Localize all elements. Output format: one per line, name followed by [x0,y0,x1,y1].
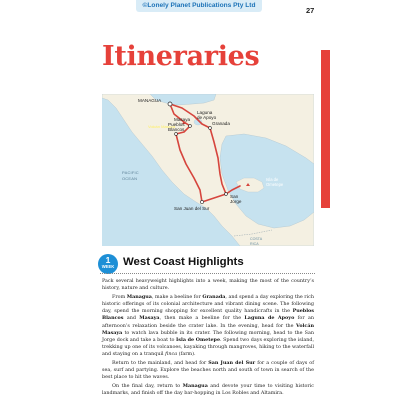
label-ocean: OCEAN [122,176,138,181]
text-run: On the final day, return to [112,382,183,389]
label-volcan-masaya: Volcán Masaya [148,124,176,129]
label-managua: MANAGUA [138,98,162,103]
granada-marker [209,127,212,130]
text-run: , then make a beeline for the [159,315,245,322]
place-name: Managua [182,382,208,389]
itinerary-title: West Coast Highlights [123,256,244,268]
copyright-banner: ©Lonely Planet Publications Pty Ltd [136,0,262,12]
label-costa-rica-2: RICA [250,242,259,246]
place-name: Managua [126,293,152,300]
masaya-marker [189,125,192,128]
text-run: , make a beeline for [151,293,203,300]
label-san-jorge-1: San [230,194,239,199]
place-name: Pueblos Blancos [102,308,314,322]
italic-term: finca [165,351,178,358]
label-masaya: Masaya [174,117,191,122]
section-divider [100,273,315,274]
place-name: Isla de Ometepe [175,336,221,343]
place-name: Volcán Masaya [102,322,314,336]
pueblos-blancos-marker [175,133,178,136]
text-run: and [123,315,140,322]
page-number: 27 [306,6,315,15]
label-laguna-de-apoyo-1: Laguna [197,110,213,115]
duration-badge [98,254,118,274]
text-run: , and spend a day exploring the rich historic offerings of its colonial architecture and vibrant dining scene. The following day, spend the morning shopping for excellent quality handicrafts in the [102,293,314,315]
itinerary-body [102,278,314,399]
text-run: for a couple of days of sea, surf and partying. Explore the beaches north and south of town in search of the best place to hit the waves. [102,359,314,381]
page-title: Itineraries [102,41,260,72]
body-paragraph [102,294,314,358]
route-map [102,94,314,246]
duration-number: 1 [105,255,111,265]
place-name: San Juan del Sur [208,359,256,366]
label-san-juan-del-sur: San Juan del Sur [174,206,210,211]
label-granada: Granada [212,121,230,126]
label-laguna-de-apoyo-2: de Apoyo [197,115,217,120]
label-isla-de-ometepe-1: Isla de [266,177,279,182]
label-pueblos-blancos-1: Pueblos [168,122,185,127]
label-pacific: PACIFIC [122,170,139,175]
place-name: Granada [202,293,226,300]
text-run: (farm). [177,351,196,358]
chapter-tab-marker [321,50,330,208]
text-run: and devote your time to visiting historic landmarks, and finish off the day bar-hopping in Los Robles and Altamira. [102,382,315,397]
text-run: Pack several heavyweight highlights into a week, making the most of the country’s history, nature and culture. [102,278,314,292]
label-pueblos-blancos-2: Blancos [168,127,185,132]
duration-unit: WEEK [101,264,115,269]
body-paragraph [102,383,314,397]
text-run: for an afternoon’s relaxation beside the crater lake. In the evening, head for the [102,315,314,329]
text-run: . Spend two days exploring the island, trekking up one of its volcanoes, kayaking through mangroves, hiking to the waterfall and staying on a tranquil [102,336,314,358]
label-costa-rica-1: COSTA [250,237,263,241]
san-jorge-marker [225,193,228,196]
body-paragraph [102,360,314,381]
label-san-jorge-2: Jorge [230,199,242,204]
text-run: Return to the mainland, and head for [112,359,209,366]
text-run: to watch lava bubble in its crater. The following morning, head to the San Jorge dock and take a boat to [102,329,314,343]
place-name: Laguna de Apoyo [244,315,295,322]
body-paragraph [102,278,314,292]
managua-marker [168,102,172,106]
place-name: Masaya [139,315,160,322]
san-juan-del-sur-marker [200,200,203,203]
label-isla-de-ometepe-2: Ometepe [266,182,284,187]
text-run: From [112,293,127,300]
